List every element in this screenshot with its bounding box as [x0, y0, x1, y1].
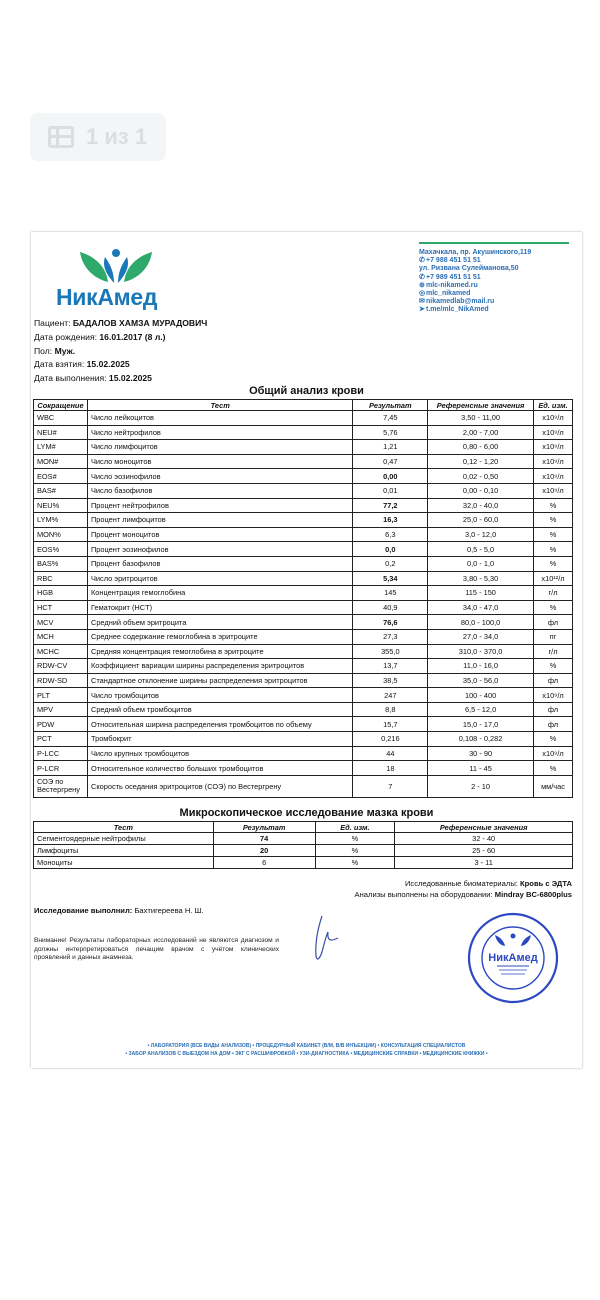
- row-reference: 0,00 - 0,10: [428, 483, 534, 498]
- row-abbr: MON%: [34, 527, 88, 542]
- row-result: 355,0: [353, 644, 428, 659]
- row-unit: x10⁹/л: [534, 454, 573, 469]
- row-result: 7,45: [353, 411, 428, 426]
- cbc-row: [34, 761, 573, 776]
- smear-reference: 25 - 60: [395, 845, 573, 857]
- row-reference: 30 - 90: [428, 746, 534, 761]
- row-unit: x10⁹/л: [534, 469, 573, 484]
- row-test: Относительное количество больших тромбоцитов: [87, 761, 353, 776]
- row-result: 40,9: [353, 600, 428, 615]
- row-unit: x10⁹/л: [534, 425, 573, 440]
- footer-line-1: • ЛАБОРАТОРИЯ (ВСЕ ВИДЫ АНАЛИЗОВ) • ПРОЦЕДУРНЫЙ КАБИНЕТ (В/М, В/В ИНЪЕКЦИИ) • КОНСУЛЬТАЦИЯ СПЕЦИАЛИСТОВ: [147, 1043, 466, 1049]
- smear-test: Сегментоядерные нейтрофилы: [34, 833, 214, 845]
- row-test: Число тромбоцитов: [87, 688, 353, 703]
- row-reference: 2 - 10: [428, 775, 534, 797]
- row-abbr: MCH: [34, 629, 88, 644]
- clinic-contacts: [419, 249, 579, 315]
- row-abbr: HCT: [34, 600, 88, 615]
- row-reference: 0,12 - 1,20: [428, 454, 534, 469]
- cbc-row: [34, 644, 573, 659]
- email-link[interactable]: nikamedlab@mail.ru: [426, 298, 495, 306]
- cbc-row: [34, 775, 573, 797]
- row-test: Средний объем эритроцита: [87, 615, 353, 630]
- cbc-row: [34, 673, 573, 688]
- cbc-row: [34, 600, 573, 615]
- page-counter-badge[interactable]: [30, 113, 166, 161]
- row-reference: 3,80 - 5,30: [428, 571, 534, 586]
- smear-result: 20: [213, 845, 315, 857]
- row-result: 0,00: [353, 469, 428, 484]
- row-result: 76,6: [353, 615, 428, 630]
- website-link[interactable]: mlc-nikamed.ru: [426, 281, 478, 289]
- row-test: Процент моноцитов: [87, 527, 353, 542]
- row-reference: 34,0 - 47,0: [428, 600, 534, 615]
- row-reference: 3,50 - 11,00: [428, 411, 534, 426]
- row-unit: x10⁹/л: [534, 483, 573, 498]
- col-header-unit: Ед. изм.: [534, 400, 573, 411]
- row-test: Число моноцитов: [87, 454, 353, 469]
- row-unit: %: [534, 761, 573, 776]
- smear-test: Моноциты: [34, 857, 214, 869]
- row-test: Относительная ширина распределения тромбоцитов по объему: [87, 717, 353, 732]
- cbc-row: [34, 440, 573, 455]
- row-test: Средний объем тромбоцитов: [87, 702, 353, 717]
- cbc-row: [34, 454, 573, 469]
- row-abbr: PLT: [34, 688, 88, 703]
- row-result: 0,2: [353, 556, 428, 571]
- row-unit: фл: [534, 702, 573, 717]
- cbc-title: Общий анализ крови: [249, 385, 364, 397]
- row-test: Процент базофилов: [87, 556, 353, 571]
- cbc-row: [34, 542, 573, 557]
- row-reference: 2,00 - 7,00: [428, 425, 534, 440]
- row-reference: 11,0 - 16,0: [428, 659, 534, 674]
- row-result: 27,3: [353, 629, 428, 644]
- row-abbr: NEU#: [34, 425, 88, 440]
- address-1: Махачкала, пр. Акушинского,119: [419, 249, 532, 256]
- row-reference: 0,80 - 6,00: [428, 440, 534, 455]
- row-abbr: P-LCR: [34, 761, 88, 776]
- smear-header-row: [34, 822, 573, 833]
- smear-result: 74: [213, 833, 315, 845]
- telegram-link[interactable]: t.me/mlc_NikAmed: [426, 306, 489, 314]
- telegram-icon: ➤: [419, 306, 425, 314]
- row-reference: 0,108 - 0,282: [428, 732, 534, 747]
- birth-date: 16.01.2017 (8 л.): [99, 331, 166, 342]
- row-unit: x10¹²/л: [534, 571, 573, 586]
- row-abbr: LYM#: [34, 440, 88, 455]
- row-unit: x10⁹/л: [534, 411, 573, 426]
- cbc-row: [34, 629, 573, 644]
- instagram-link[interactable]: mlc_nikamed: [426, 290, 471, 298]
- cbc-row: [34, 513, 573, 528]
- smear-row: [34, 857, 573, 869]
- row-result: 5,76: [353, 425, 428, 440]
- row-result: 8,8: [353, 702, 428, 717]
- row-result: 1,21: [353, 440, 428, 455]
- row-test: Тромбокрит: [87, 732, 353, 747]
- address-2: ул. Ризвана Сулейманова,50: [419, 265, 519, 273]
- row-result: 13,7: [353, 659, 428, 674]
- completion-date: 15.02.2025: [108, 373, 152, 384]
- row-test: Процент эозинофилов: [87, 542, 353, 557]
- smear-col-result: Результат: [213, 822, 315, 833]
- phone-2[interactable]: +7 989 451 51 51: [426, 273, 481, 281]
- row-test: Число эритроцитов: [87, 571, 353, 586]
- row-test: Число базофилов: [87, 483, 353, 498]
- row-unit: пг: [534, 629, 573, 644]
- smear-reference: 32 - 40: [395, 833, 573, 845]
- row-abbr: RBC: [34, 571, 88, 586]
- cbc-row: [34, 571, 573, 586]
- smear-unit: %: [315, 857, 395, 869]
- row-unit: %: [534, 527, 573, 542]
- patient-name-label: Пациент:: [34, 318, 71, 328]
- page-counter: 1 из 1: [86, 124, 148, 149]
- row-result: 247: [353, 688, 428, 703]
- row-reference: 6,5 - 12,0: [428, 702, 534, 717]
- cbc-row: [34, 469, 573, 484]
- row-result: 145: [353, 586, 428, 601]
- row-reference: 3,0 - 12,0: [428, 527, 534, 542]
- smear-col-reference: Референсные значения: [395, 822, 573, 833]
- row-unit: %: [534, 659, 573, 674]
- lab-report-document: [31, 232, 582, 1068]
- row-unit: x10⁹/л: [534, 688, 573, 703]
- row-result: 0,01: [353, 483, 428, 498]
- equipment-value: Mindray BC-6800plus: [494, 890, 572, 899]
- row-abbr: PDW: [34, 717, 88, 732]
- row-result: 15,7: [353, 717, 428, 732]
- row-unit: x10⁹/л: [534, 440, 573, 455]
- row-test: Процент нейтрофилов: [87, 498, 353, 513]
- smear-test: Лимфоциты: [34, 845, 214, 857]
- row-reference: 115 - 150: [428, 586, 534, 601]
- col-header-result: Результат: [353, 400, 428, 411]
- row-reference: 27,0 - 34,0: [428, 629, 534, 644]
- row-result: 5,34: [353, 571, 428, 586]
- cbc-row: [34, 586, 573, 601]
- row-test: Стандартное отклонение ширины распределения эритроцитов: [87, 673, 353, 688]
- phone-1[interactable]: +7 988 451 51 51: [426, 257, 481, 265]
- phone-icon: ✆: [419, 273, 425, 281]
- col-header-test: Тест: [87, 400, 353, 411]
- row-unit: %: [534, 498, 573, 513]
- row-abbr: MON#: [34, 454, 88, 469]
- smear-table: [33, 821, 573, 869]
- smear-col-test: Тест: [34, 822, 214, 833]
- cbc-row: [34, 746, 573, 761]
- row-abbr: BAS%: [34, 556, 88, 571]
- performer-label: Исследование выполнил:: [34, 906, 133, 915]
- globe-icon: ⊕: [419, 281, 425, 289]
- row-unit: %: [534, 732, 573, 747]
- row-abbr: LYM%: [34, 513, 88, 528]
- col-header-reference: Референсные значения: [428, 400, 534, 411]
- birth-date-label: Дата рождения:: [34, 331, 98, 342]
- row-reference: 0,02 - 0,50: [428, 469, 534, 484]
- cbc-row: [34, 732, 573, 747]
- row-abbr: BAS#: [34, 483, 88, 498]
- row-test: Число лимфоцитов: [87, 440, 353, 455]
- row-abbr: MPV: [34, 702, 88, 717]
- row-test: Концентрация гемоглобина: [87, 586, 353, 601]
- row-result: 77,2: [353, 498, 428, 513]
- disclaimer-notice: Внимание! Результаты лабораторных исследований не являются диагнозом и должны интерпретироваться лечащим врачом с учётом клинических проявлений и данных анамнеза.: [34, 937, 279, 962]
- row-result: 0,0: [353, 542, 428, 557]
- sample-date-label: Дата взятия:: [34, 359, 85, 370]
- row-result: 6,3: [353, 527, 428, 542]
- patient-name: БАДАЛОВ ХАМЗА МУРАДОВИЧ: [72, 318, 208, 328]
- row-reference: 80,0 - 100,0: [428, 615, 534, 630]
- row-result: 38,5: [353, 673, 428, 688]
- cbc-row: [34, 498, 573, 513]
- row-test: Число нейтрофилов: [87, 425, 353, 440]
- row-abbr: EOS%: [34, 542, 88, 557]
- row-abbr: RDW-SD: [34, 673, 88, 688]
- smear-row: [34, 833, 573, 845]
- row-reference: 0,0 - 1,0: [428, 556, 534, 571]
- clinic-seal-stamp: [467, 912, 559, 1004]
- row-test: Число лейкоцитов: [87, 411, 353, 426]
- cbc-table: [33, 399, 573, 798]
- row-test: Коэффициент вариации ширины распределения эритроцитов: [87, 659, 353, 674]
- smear-unit: %: [315, 833, 395, 845]
- equipment-line: [355, 889, 572, 900]
- row-unit: %: [534, 542, 573, 557]
- sex-value: Муж.: [54, 345, 76, 356]
- row-unit: %: [534, 513, 573, 528]
- row-abbr: P-LCC: [34, 746, 88, 761]
- row-unit: фл: [534, 615, 573, 630]
- performer-name: Бахтигереева Н. Ш.: [134, 906, 204, 915]
- page-layout-icon: [48, 126, 74, 148]
- biomaterial-label: Исследованные биоматериалы:: [404, 879, 518, 888]
- row-reference: 100 - 400: [428, 688, 534, 703]
- row-result: 44: [353, 746, 428, 761]
- header-divider: [419, 242, 569, 244]
- row-abbr: EOS#: [34, 469, 88, 484]
- row-unit: x10⁹/л: [534, 746, 573, 761]
- row-result: 0,47: [353, 454, 428, 469]
- row-abbr: СОЭ по Вестергрену: [34, 775, 88, 797]
- row-unit: %: [534, 556, 573, 571]
- row-abbr: WBC: [34, 411, 88, 426]
- cbc-header-row: [34, 400, 573, 411]
- instagram-icon: ◎: [419, 290, 426, 298]
- row-result: 7: [353, 775, 428, 797]
- phone-icon: ✆: [419, 257, 425, 265]
- row-abbr: NEU%: [34, 498, 88, 513]
- cbc-row: [34, 702, 573, 717]
- row-reference: 32,0 - 40,0: [428, 498, 534, 513]
- col-header-abbr: Сокращение: [34, 400, 88, 411]
- row-unit: фл: [534, 673, 573, 688]
- row-unit: г/л: [534, 644, 573, 659]
- row-test: Гематокрит (HCT): [87, 600, 353, 615]
- row-reference: 25,0 - 60,0: [428, 513, 534, 528]
- row-reference: 0,5 - 5,0: [428, 542, 534, 557]
- clinic-name: НикАмед: [56, 284, 158, 310]
- cbc-row: [34, 556, 573, 571]
- cbc-row: [34, 688, 573, 703]
- cbc-row: [34, 615, 573, 630]
- cbc-row: [34, 717, 573, 732]
- performer-line: [34, 906, 204, 915]
- row-result: 18: [353, 761, 428, 776]
- smear-col-unit: Ед. изм.: [315, 822, 395, 833]
- sample-date: 15.02.2025: [86, 359, 130, 370]
- footer-line-2: • ЗАБОР АНАЛИЗОВ С ВЫЕЗДОМ НА ДОМ • ЭКГ С РАСШИФРОВКОЙ • УЗИ-ДИАГНОСТИКА • МЕДИЦИНСКИЕ СПРАВКИ • МЕДИЦИНСКИЕ КНИЖКИ •: [125, 1051, 488, 1057]
- row-result: 16,3: [353, 513, 428, 528]
- row-abbr: MCV: [34, 615, 88, 630]
- completion-date-label: Дата выполнения:: [34, 373, 107, 384]
- footer-services: [31, 1042, 582, 1058]
- cbc-row: [34, 425, 573, 440]
- smear-reference: 3 - 11: [395, 857, 573, 869]
- smear-unit: %: [315, 845, 395, 857]
- row-reference: 11 - 45: [428, 761, 534, 776]
- biomaterial-line: [405, 878, 572, 889]
- equipment-label: Анализы выполнены на оборудовании:: [354, 890, 493, 899]
- mail-icon: ✉: [419, 298, 425, 306]
- row-unit: %: [534, 600, 573, 615]
- doctor-signature: [306, 912, 346, 967]
- row-reference: 35,0 - 56,0: [428, 673, 534, 688]
- cbc-row: [34, 411, 573, 426]
- row-result: 0,216: [353, 732, 428, 747]
- row-test: Средняя концентрация гемоглобина в эритроците: [87, 644, 353, 659]
- cbc-row: [34, 483, 573, 498]
- smear-row: [34, 845, 573, 857]
- cbc-row: [34, 527, 573, 542]
- row-abbr: HGB: [34, 586, 88, 601]
- stamp-clinic-name: НикАмед: [488, 952, 538, 964]
- smear-result: 6: [213, 857, 315, 869]
- row-unit: г/л: [534, 586, 573, 601]
- row-test: Процент лимфоцитов: [87, 513, 353, 528]
- row-reference: 15,0 - 17,0: [428, 717, 534, 732]
- row-unit: фл: [534, 717, 573, 732]
- row-test: Число крупных тромбоцитов: [87, 746, 353, 761]
- row-unit: мм/час: [534, 775, 573, 797]
- patient-info: [34, 317, 207, 386]
- row-reference: 310,0 - 370,0: [428, 644, 534, 659]
- smear-title: Микроскопическое исследование мазка крови: [179, 807, 434, 819]
- row-abbr: RDW-CV: [34, 659, 88, 674]
- row-test: Среднее содержание гемоглобина в эритроците: [87, 629, 353, 644]
- row-abbr: PCT: [34, 732, 88, 747]
- row-test: Число эозинофилов: [87, 469, 353, 484]
- sex-label: Пол:: [34, 345, 53, 356]
- row-abbr: MCHC: [34, 644, 88, 659]
- cbc-row: [34, 659, 573, 674]
- row-test: Скорость оседания эритроцитов (СОЭ) по Вестергрену: [87, 775, 353, 797]
- biomaterial-value: Кровь с ЭДТА: [520, 879, 572, 888]
